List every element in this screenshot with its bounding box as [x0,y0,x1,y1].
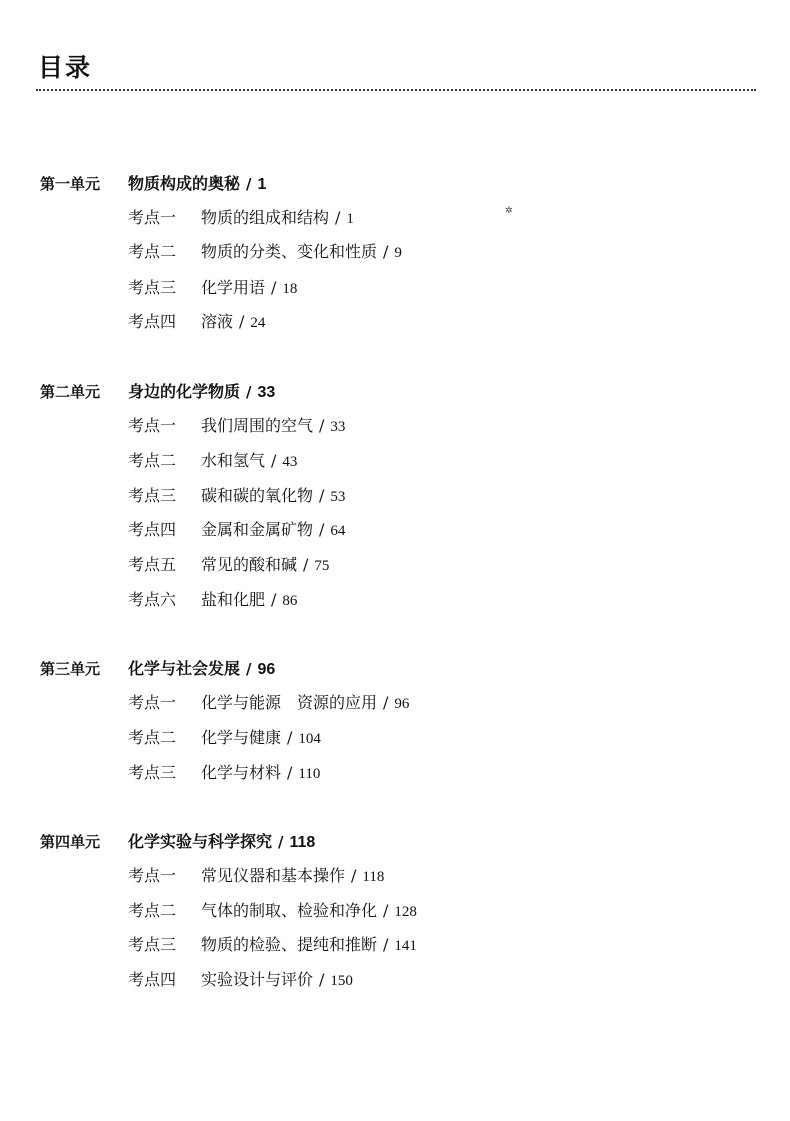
page-separator: / [246,175,252,193]
topic-title: 物质的组成和结构 [201,208,330,227]
topic-title: 碳和碳的氧化物 [201,486,314,505]
toc-entry[interactable] [128,413,345,437]
topic-page-number: 75 [314,558,330,574]
topic-title: 物质的分类、变化和性质 [201,242,378,261]
topic-page-number: 118 [362,869,385,885]
topic-label: 考点四 [128,520,177,539]
topic-label: 考点二 [128,901,177,920]
topic-label: 考点一 [128,866,177,885]
unit-heading-4[interactable] [40,829,315,853]
page-separator: / [278,833,284,851]
topic-page-number: 110 [298,766,321,782]
toc-entry[interactable] [128,309,265,333]
page-separator: / [271,451,277,470]
topic-title: 盐和化肥 [201,590,266,609]
page-separator: / [246,660,252,678]
topic-title: 溶液 [201,312,234,331]
page-separator: / [271,278,277,297]
topic-page-number: 18 [282,281,298,297]
topic-title: 化学与健康 [201,728,282,747]
topic-label: 考点四 [128,970,177,989]
topic-page-number: 64 [330,523,346,539]
toc-entry[interactable] [128,205,354,229]
page-separator: / [287,728,293,747]
toc-entry[interactable] [128,898,417,922]
topic-label: 考点三 [128,486,177,505]
unit-page-number: 118 [289,834,316,851]
topic-page-number: 1 [346,211,354,227]
unit-label: 第一单元 [40,175,101,193]
toc-entry[interactable] [128,483,345,507]
unit-heading-3[interactable] [40,656,275,680]
unit-page-number: 33 [257,384,276,401]
page-separator: / [239,312,245,331]
page-title: 目录 [38,53,93,82]
topic-title: 水和氢气 [201,451,266,470]
topic-page-number: 24 [250,315,266,331]
unit-label: 第二单元 [40,383,101,401]
topic-label: 考点二 [128,451,177,470]
topic-page-number: 33 [330,419,346,435]
unit-page-number: 96 [257,661,276,678]
page-separator: / [319,416,325,435]
topic-page-number: 104 [298,731,321,747]
topic-title: 实验设计与评价 [201,970,314,989]
print-speck: ✲ [505,206,513,216]
toc-entry[interactable] [128,587,297,611]
topic-page-number: 128 [394,904,417,920]
topic-page-number: 150 [330,973,353,989]
topic-title: 物质的检验、提纯和推断 [201,935,378,954]
topic-label: 考点五 [128,555,177,574]
title-divider [36,89,756,91]
topic-title: 常见的酸和碱 [201,555,298,574]
topic-title: 化学与能源 资源的应用 [201,693,378,712]
toc-entry[interactable] [128,552,329,576]
topic-page-number: 96 [394,696,410,712]
toc-entry[interactable] [128,690,409,714]
unit-label: 第四单元 [40,833,101,851]
page-separator: / [383,693,389,712]
unit-label: 第三单元 [40,660,101,678]
topic-label: 考点三 [128,278,177,297]
topic-page-number: 53 [330,489,346,505]
page-separator: / [319,970,325,989]
page-separator: / [335,208,341,227]
topic-title: 气体的制取、检验和净化 [201,901,378,920]
page-separator: / [383,935,389,954]
page-separator: / [287,763,293,782]
unit-title: 物质构成的奥秘 [128,174,241,193]
page-separator: / [246,383,252,401]
page-separator: / [303,555,309,574]
toc-entry[interactable] [128,517,345,541]
toc-entry[interactable] [128,725,321,749]
topic-label: 考点二 [128,728,177,747]
toc-entry[interactable] [128,448,297,472]
unit-heading-1[interactable] [40,171,266,195]
topic-label: 考点六 [128,590,177,609]
topic-label: 考点二 [128,242,177,261]
topic-label: 考点一 [128,693,177,712]
topic-page-number: 9 [394,245,402,261]
topic-title: 常见仪器和基本操作 [201,866,346,885]
toc-entry[interactable] [128,239,402,263]
topic-label: 考点一 [128,208,177,227]
toc-entry[interactable] [128,275,297,299]
unit-title: 化学与社会发展 [128,659,241,678]
topic-page-number: 86 [282,593,298,609]
topic-label: 考点一 [128,416,177,435]
topic-page-number: 141 [394,938,417,954]
topic-label: 考点三 [128,935,177,954]
unit-title: 化学实验与科学探究 [128,832,273,851]
topic-title: 金属和金属矿物 [201,520,314,539]
topic-label: 考点四 [128,312,177,331]
toc-entry[interactable] [128,932,417,956]
unit-heading-2[interactable] [40,379,275,403]
page-separator: / [383,242,389,261]
topic-title: 我们周围的空气 [201,416,314,435]
page-separator: / [383,901,389,920]
page-separator: / [319,520,325,539]
page-separator: / [351,866,357,885]
toc-entry[interactable] [128,760,320,784]
unit-page-number: 1 [257,176,267,193]
topic-page-number: 43 [282,454,298,470]
topic-title: 化学与材料 [201,763,282,782]
unit-title: 身边的化学物质 [128,382,241,401]
topic-label: 考点三 [128,763,177,782]
toc-entry[interactable] [128,863,384,887]
topic-title: 化学用语 [201,278,266,297]
toc-entry[interactable] [128,967,353,991]
page-separator: / [271,590,277,609]
page-separator: / [319,486,325,505]
